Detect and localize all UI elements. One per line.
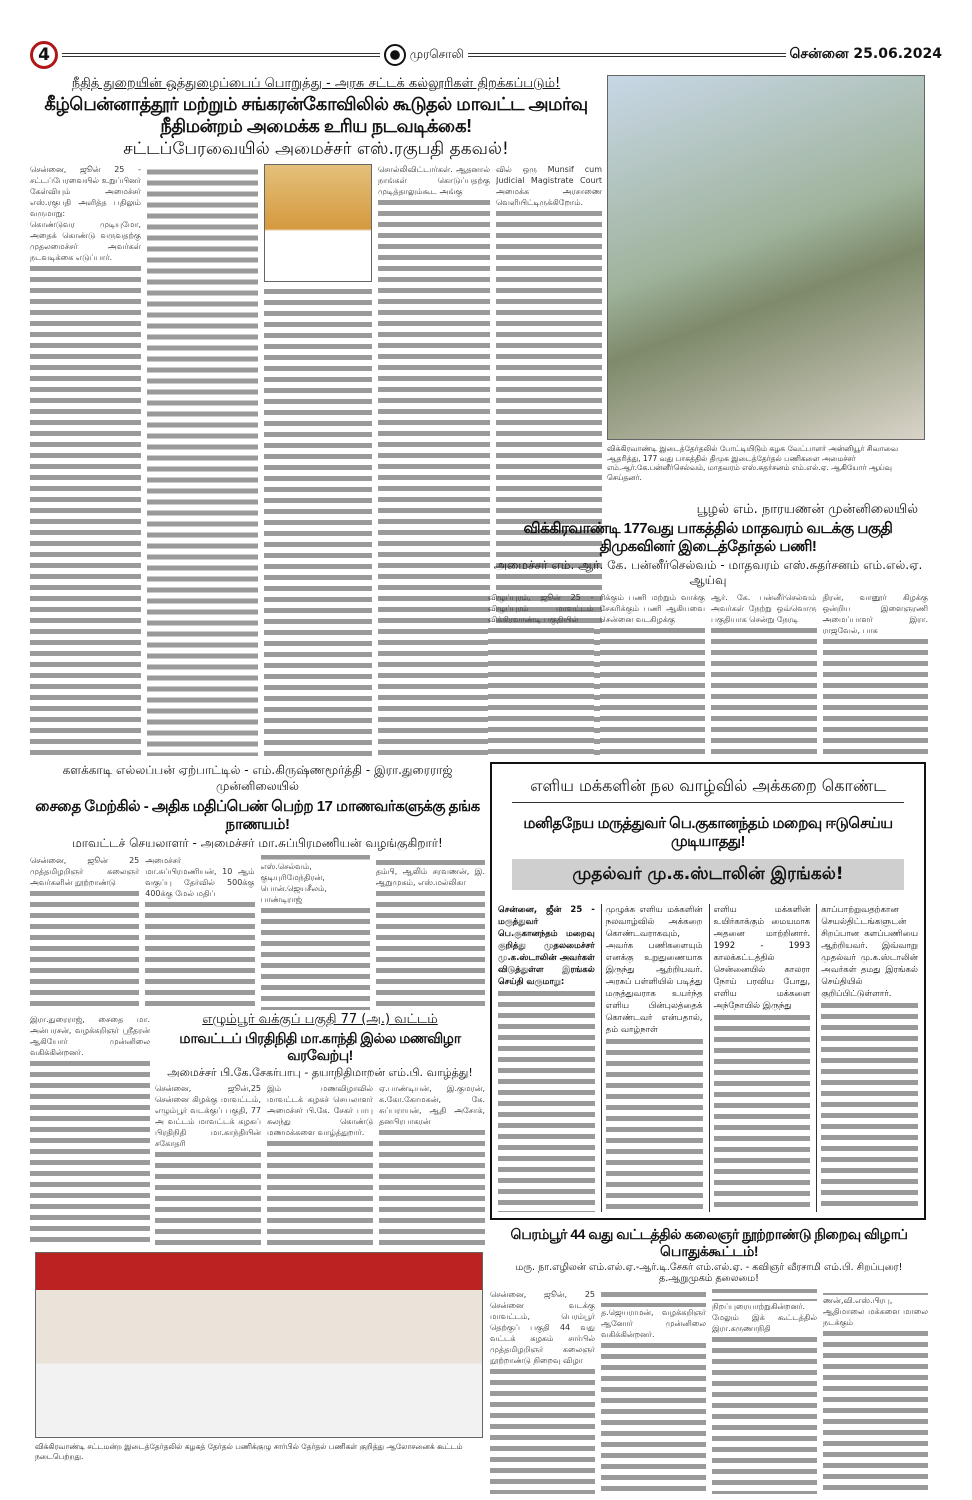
story1-body-right xyxy=(378,164,490,756)
text-lines xyxy=(606,1036,703,1212)
paragraph: முழுக்க எளிய மக்களின் நலவாழ்வில் அக்கறை கொண்டவராகவும், அவர்க பணிகளையும் எனக்கு உறுதுணையாக இருந்து ஆற்றியவர். அரசுப் பள்ளியில் படித்து மருத்துவராக உயர்ந்த எளிய பின்புலத்தைக் கொண்டவர் என்பதால், தம் வாழ்நாள் xyxy=(605,905,703,1036)
photo2-caption: விக்கிரவாண்டி சட்டமன்ற இடைத்தேர்தலில் கழகத் தேர்தல் பணிக்குழு சார்பில் தேர்தல் பணிகள் குறித்து ஆலோசனைக் கூட்டம் நடைபெற்றது. xyxy=(35,1442,463,1461)
story1-headline: கீழ்பென்னாத்தூர் மற்றும் சங்கரன்கோவிலில் கூடுதல் மாவட்ட அமர்வு நீதிமன்றம் அமைக்க உரிய நடவடிக்கை! xyxy=(44,94,588,136)
story2-kicker: பூழல் எம். நாரயணன் முன்னிலையில் xyxy=(696,502,918,517)
paragraph: ஏ.பாண்டியன், இ.குமரன், க.கோ.கோமகன், கே. சுப்பராயன், ஆதி அசோக், தனபிரபாகரன் xyxy=(379,1084,485,1127)
city-date: சென்னை 25.06.2024 xyxy=(789,46,942,62)
story6-body xyxy=(490,1289,928,1494)
story1-subhead: சட்டப்பேரவையில் அமைச்சர் எஸ்.ரகுபதி தகவல்! xyxy=(123,139,509,160)
story2 xyxy=(488,502,928,756)
paragraph: அமைச்சர் மா.சுப்பிரமணியன், 10 ஆம் வகுப்பு தேர்வில் 500க்கு 400க்கு மேல் மதிப் xyxy=(145,856,255,898)
paragraph: தம்பி, ஆலிம் சரவணன், இ. ஆறுமுகம், எஸ்.மல்லிகா xyxy=(375,867,485,887)
story4-kicker: எழும்பூர் வக்குப் பகுதி 77 (அ.) வட்டம் xyxy=(202,1012,438,1027)
story4-body-left xyxy=(30,1014,150,1246)
text-lines xyxy=(379,1127,485,1246)
paragraph: காப்பாற்றுவதற்கான செயல்திட்டங்களுடன் சிறப்பான களப்பணியை ஆற்றியவர். இவ்வாறு முதல்வர் மு.க.ஸ்டாலின் அவர்கள் தமது இரங்கல் செய்தியில் குறிப்பிட்டுள்ளார். xyxy=(821,905,918,1000)
paragraph: ணன்,வி.எஸ்.பிரபு, ஆதிமாலை மக்களை மாலை நடக்கும் xyxy=(823,1296,928,1328)
paragraph: ஆர். கே. பன்னீர்செல்வம் அவர்கள் நேற்று ஒவ்வொரு பகுதியாக சென்று நேரடி xyxy=(711,593,817,624)
photo-meeting xyxy=(35,1252,483,1438)
text-lines xyxy=(823,636,929,756)
story5-subhead: முதல்வர் மு.க.ஸ்டாலின் இரங்கல்! xyxy=(512,859,904,890)
paragraph: எளிய மக்களின் உயிர்காக்கும் மையமாக அதனை மாற்றினார். 1992 - 1993 காலக்கட்டத்தில் சென்னையில் காலரா நோய் பரவிய போது, எளிய மக்களை அந்நோயில் இருந்து xyxy=(713,905,811,1012)
divider xyxy=(62,53,380,57)
story3 xyxy=(30,762,485,1010)
paragraph: சொல்லிவிட்டார்கள். ஆதனால் நாங்கள் கொடுப்பதற்கு முடித்தாலும்கூட அங்கு xyxy=(378,165,490,197)
paragraph: ரிக்கும் பணி மற்றும் வாக்கு சேகரிக்கும் பணி ஆகியவை சென்னை வடகிழக்கு xyxy=(599,593,705,624)
paragraph: நிறப்புரையாற்றுகின்றனர். மேலும் இக் கூட்டத்தில் இரா.கருணாநிதி xyxy=(712,1302,817,1334)
story1-kicker: நீதித் துறையின் ஒத்துழைப்பைப் பொறுத்து - அரசு சட்டக் கல்லூரிகள் திறக்கப்படும்! xyxy=(71,76,561,91)
story5-body xyxy=(492,898,924,1218)
text-lines xyxy=(376,888,485,1010)
story6 xyxy=(490,1226,928,1494)
text-lines xyxy=(267,1138,373,1246)
story1-body-mid xyxy=(264,164,372,756)
photo-campaign xyxy=(607,75,925,440)
paragraph: எஸ்.செல்வம், குடியுரிமேந்திரன், பொன்.ஜெயசீலம், பாண்டிராஜ் xyxy=(260,861,327,904)
divider xyxy=(468,53,786,57)
story3-body xyxy=(30,855,485,1010)
paragraph: சென்னை, ஜூன், 25 சென்னை வடக்கு மாவட்டம், பெரம்பூர் தெற்குப் பகுதி 44 வது வட்டக் கழகம் சார்பில் முத்தமிழறிஞர் கலைஞர் நூற்றாண்டு நிறைவு விழா xyxy=(490,1290,595,1366)
text-lines xyxy=(711,625,817,755)
paragraph: திரன், வானூர் கிழக்கு ஒன்றிய இளைஞரணி அமைப்பாளர் இரா. ராஜவேல், பாக xyxy=(822,593,928,635)
logo-emblem-icon xyxy=(384,44,406,66)
story1-body-left xyxy=(30,164,258,756)
text-lines xyxy=(600,625,706,755)
story6-subhead: மரு. நா.எழிலன் எம்.எல்.ஏ.-ஆர்.டி.சேகர் எம்.எல்.ஏ. - கவிஞர் வீரசாமி எம்.பி. சிறப்புரை! த.ஆறுமுகம் தலைமை! xyxy=(515,1261,903,1285)
paragraph: வில் ஒரு Munsif cum Judicial Magistrate Court அமைக்க அரசாணை வெளியிட்டிருக்கிறோம். xyxy=(496,165,602,208)
paper-name: முரசொலி xyxy=(409,47,464,61)
text-lines xyxy=(264,286,372,756)
story6-headline: பெரம்பூர் 44 வது வட்டத்தில் கலைஞர் நூற்றாண்டு நிறைவு விழாப் பொதுக்கூட்டம்! xyxy=(510,1226,908,1259)
paragraph: இரா.துரைராஜ், சைதை மா. அன்பரசன், வழக்கறிஞர் ஸ்ரீதரன் ஆகியோர் முன்னிலை வகிக்கின்றனர். xyxy=(30,1015,150,1057)
minister-portrait xyxy=(264,164,372,282)
paragraph: த.ஜெயராமன், வழக்கறிஞர் ஆனோர் முன்னிலை வகிக்கின்றனர். xyxy=(601,1308,706,1340)
text-lines xyxy=(30,1058,150,1246)
photo1-caption: விக்கிரவாண்டி இடைத்தேர்தலில் போட்டியிடும் கழக வேட்பாளர் அன்னியூர் சிவாவை ஆதரித்து, 177 வது பாகத்தில் திமுக இடைத்தேர்தல் பணிகளை அமைச்சர் எம்.ஆர்.கே.பன்னீர்செல்வம், மாதவரம் எஸ்.சுதர்சனம் எம்.எல்.ஏ. ஆகியோர் ஆய்வு செய்தனர். xyxy=(607,444,899,482)
story5-headline: மனிதநேய மருத்துவர் பெ.குகானந்தம் மறைவு ஈடுசெய்ய முடியாதது! xyxy=(523,815,893,850)
story3-subhead: மாவட்டச் செயலாளர் - அமைச்சர் மா.சுப்பிரமணியன் வழங்குகிறார்! xyxy=(72,836,443,850)
text-lines xyxy=(714,1012,811,1212)
text-lines xyxy=(378,197,490,756)
page-number: 4 xyxy=(30,41,58,69)
paragraph: சென்னை, ஜூன் 25 - சட்டப்பேரவையில் உறுப்பினர் கேள்வியும் அமைச்சர் எஸ்.ரகுபதி அளித்த பதிலும் வருமாறு: xyxy=(30,165,141,219)
story4-body xyxy=(155,1083,485,1246)
story2-headline: விக்கிரவாண்டி 177வது பாகத்தில் மாதவரம் வடக்கு பகுதி திமுகவினர் இடைத்தேர்தல் பணி! xyxy=(523,520,893,555)
paragraph: இம் மணவிழாவில் மாவட்டக் கழகச் செயலாளர் அமைச்சர் பி.கே. சேகர் பாபு கலந்து கொண்டு மணமக்களை வாழ்த்துறார். xyxy=(267,1084,373,1138)
story3-headline: சைதை மேற்கில் - அதிக மதிப்பெண் பெற்ற 17 மாணவர்களுக்கு தங்க நாணயம்! xyxy=(35,798,480,833)
paper-logo xyxy=(384,44,464,66)
story3-kicker: களக்காடி எல்லப்பன் ஏற்பாட்டில் - எம்.கிருஷ்ணமூர்த்தி - இரா.துரைராஜ் முன்னிலையில் xyxy=(62,763,453,793)
masthead xyxy=(30,40,942,70)
paragraph: சென்னை, ஜூன்,25 சென்னை கிழக்கு மாவட்டம், எழும்பூர் வடக்குப் பகுதி, 77 அ வட்டம் மாவட்டக் கழகப் பிரதிநிதி மா.காந்தியின் சகோதரி xyxy=(155,1084,261,1149)
text-lines xyxy=(823,1328,928,1494)
text-lines xyxy=(155,1149,261,1246)
story5-kicker: எளிய மக்களின் நல வாழ்வில் அக்கறை கொண்ட xyxy=(530,776,886,795)
text-lines xyxy=(498,988,595,1212)
story4-subhead: அமைச்சர் பி.கே.சேகர்பாபு - தயாநிதிமாறன் எம்.பி. வாழ்த்து! xyxy=(167,1065,473,1079)
story4 xyxy=(155,1012,485,1246)
paragraph: விழுப்புரம், ஜூன் 25 - விழுப்புரம் மாவட்டம் விக்கிரவாண்டி பகுதியில் xyxy=(488,593,594,624)
text-lines xyxy=(821,1000,918,1212)
story2-body xyxy=(488,592,928,756)
paragraph: கொண்டுவர முடியுமோ, அதைக் கொண்டு வருவதற்கு முதலமைச்சர் அவர்கள் நடவடிக்கை எடுப்பார். xyxy=(30,220,141,263)
condolence-box xyxy=(490,762,926,1220)
paragraph: சென்னை, ஜூன் 25 முத்தமிழறிஞர் கலைஞர் அவர்களின் நூற்றாண்டு xyxy=(30,856,140,887)
story4-headline: மாவட்டப் பிரதிநிதி மா.காந்தி இல்ல மணவிழா வரவேற்பு! xyxy=(179,1030,461,1063)
text-lines xyxy=(488,625,594,755)
paragraph: சென்னை, ஜீன் 25 - மருத்துவர் பெ.குகானந்தம் மறைவு குறித்து முதலமைச்சர் மு.க.ஸ்டாலின் அவர்கள் விடுத்துள்ள இரங்கல் செய்தி வருமாறு: xyxy=(498,905,595,988)
story2-subhead: அமைச்சர் எம். ஆர். கே. பன்னீர்செல்வம் - மாதவரம் எஸ்.சுதர்சனம் எம்.எல்.ஏ. ஆய்வு xyxy=(493,558,923,587)
text-lines xyxy=(30,888,139,1010)
